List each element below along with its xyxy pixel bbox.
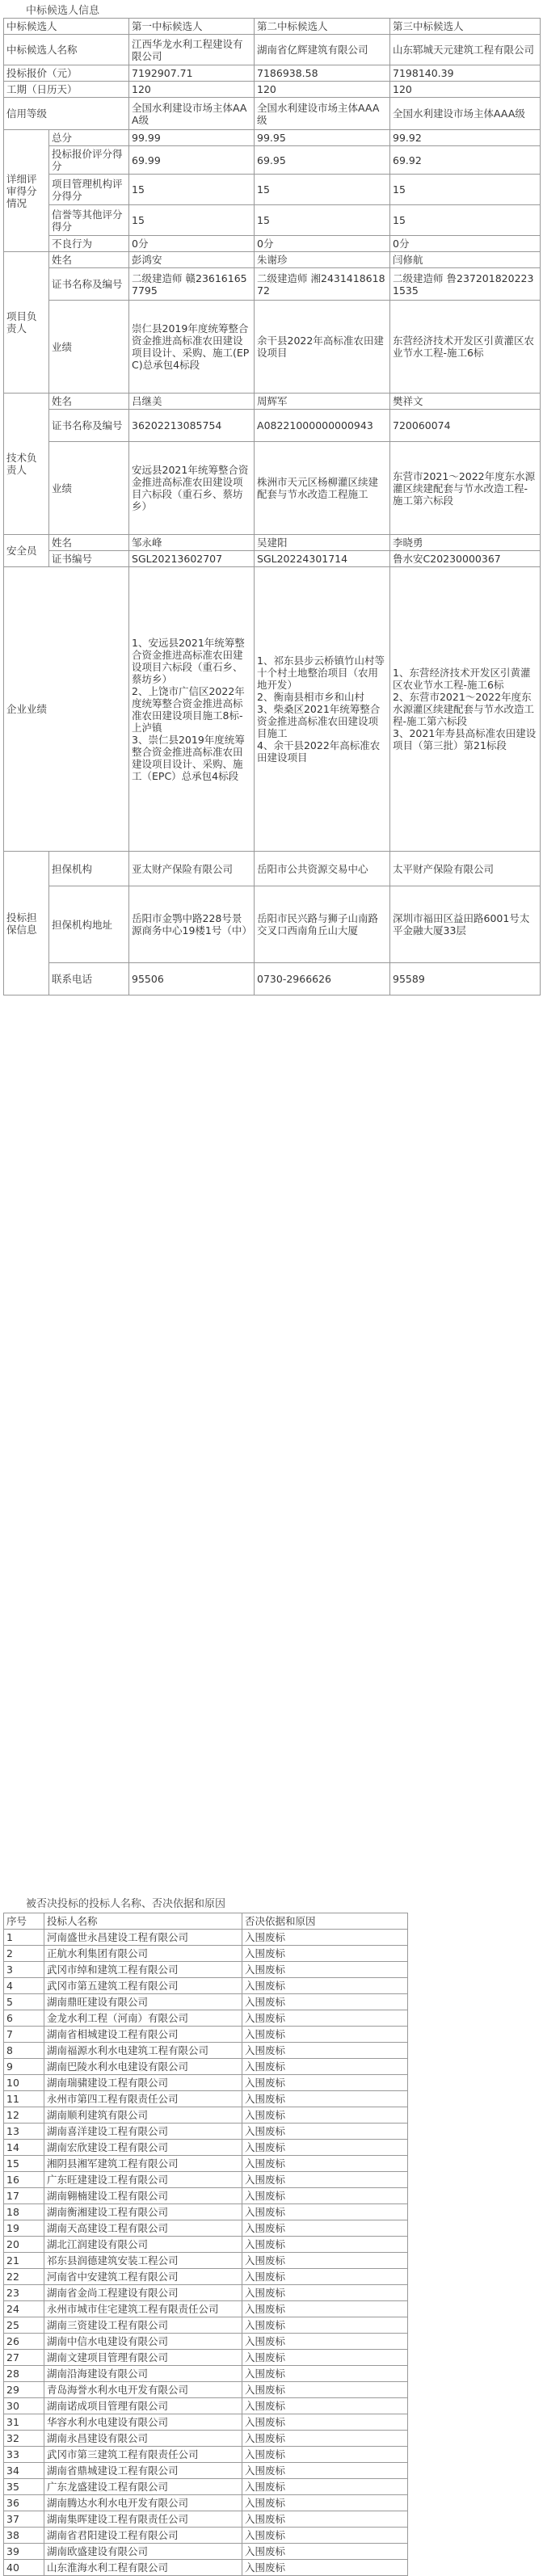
row-number: 29 [4, 2382, 44, 2398]
row-number: 28 [4, 2366, 44, 2382]
section-title-candidates: 中标候选人信息 [26, 5, 100, 17]
bidder-name: 湖南福源水利水电建筑工程有限公司 [44, 2043, 242, 2059]
section-title-rejected: 被否决投标的投标人名称、否决依据和原因 [26, 1898, 226, 1910]
guarantee-org-row [4, 852, 541, 886]
row-number: 24 [4, 2301, 44, 2317]
table-row [4, 2253, 408, 2269]
price-candidate-3: 7198140.39 [390, 65, 541, 82]
row-number: 34 [4, 2463, 44, 2479]
pm-name-3: 闫修航 [390, 252, 541, 268]
row-number: 38 [4, 2528, 44, 2544]
reject-reason: 入围废标 [242, 2366, 408, 2382]
reject-reason: 入围废标 [242, 2447, 408, 2463]
pm-name-label: 姓名 [49, 252, 129, 268]
reject-reason: 入围废标 [242, 2156, 408, 2172]
guarantee-org-3: 太平财产保险有限公司 [390, 852, 541, 886]
bidder-name: 湖南省相城建设工程有限公司 [44, 2027, 242, 2043]
reject-reason: 入围废标 [242, 2431, 408, 2447]
guarantee-group-label: 投标担保信息 [4, 852, 49, 995]
reject-reason: 入围废标 [242, 2204, 408, 2220]
pm-cert-row [4, 268, 541, 301]
guarantee-phone-3: 95589 [390, 963, 541, 995]
review-value: 15 [390, 175, 541, 205]
guarantee-addr-1: 岳阳市金鹗中路228号景源商务中心19楼1号（中） [129, 886, 255, 963]
bidder-name: 祁东县润德建筑安装工程公司 [44, 2253, 242, 2269]
table-row [4, 1930, 408, 1946]
company-perf-2: 1、祁东县步云桥镇竹山村等十个村土地整治项目（农用地开发） 2、衡南县相市乡和山村 3、柴桑区2021年统筹整合资金推进高标准农田建设项目施工 4、余干县2022年高标准农田建设项目 [255, 567, 390, 852]
bidder-name: 武冈市绰和建筑工程有限公司 [44, 1962, 242, 1978]
review-label: 信誉等其他评分得分 [49, 205, 129, 236]
row-number: 40 [4, 2560, 44, 2576]
table-row [4, 2204, 408, 2220]
safety-group-label: 安全员 [4, 535, 49, 567]
row-number: 14 [4, 2140, 44, 2156]
row-number: 9 [4, 2059, 44, 2075]
bidder-name: 永州市第四工程有限责任公司 [44, 2091, 242, 2107]
col-name-header: 投标人名称 [44, 1913, 242, 1930]
reject-reason: 入围废标 [242, 2269, 408, 2285]
tech-perf-label: 业绩 [49, 442, 129, 535]
col-no-header: 序号 [4, 1913, 44, 1930]
bidder-name: 湖南腾达水利水电开发有限公司 [44, 2495, 242, 2511]
table-row [4, 2027, 408, 2043]
bidder-name: 广东龙盛建设工程有限公司 [44, 2479, 242, 2495]
row-number: 36 [4, 2495, 44, 2511]
tech-name-row [4, 394, 541, 410]
guarantee-org-2: 岳阳市公共资源交易中心 [255, 852, 390, 886]
table-row [4, 2010, 408, 2027]
reject-reason: 入围废标 [242, 2317, 408, 2334]
row-number: 32 [4, 2431, 44, 2447]
pm-perf-1: 崇仁县2019年度统筹整合资金推进高标准农田建设项目设计、采购、施工(EPC)总承包4标段 [129, 301, 255, 394]
table-row [4, 2463, 408, 2479]
review-label: 总分 [49, 130, 129, 146]
bidder-name: 永州市城市住宅建筑工程有限责任公司 [44, 2301, 242, 2317]
row-number: 25 [4, 2317, 44, 2334]
tech-name-label: 姓名 [49, 394, 129, 410]
header-label: 中标候选人 [4, 19, 129, 35]
grade-label: 信用等级 [4, 98, 129, 130]
bidder-name: 武冈市第五建筑工程有限公司 [44, 1978, 242, 1994]
bidder-name: 湖南喜洋建设工程有限公司 [44, 2124, 242, 2140]
price-candidate-1: 7192907.71 [129, 65, 255, 82]
reject-reason: 入围废标 [242, 2398, 408, 2414]
bidder-name: 湖南天高建设工程有限公司 [44, 2220, 242, 2237]
candidates-table [3, 18, 541, 995]
pm-name-row [4, 252, 541, 268]
price-label: 投标报价（元） [4, 65, 129, 82]
bidder-name: 河南省中安建筑工程有限公司 [44, 2269, 242, 2285]
review-value: 0分 [390, 236, 541, 252]
reject-reason: 入围废标 [242, 2220, 408, 2237]
table-row [4, 2511, 408, 2528]
review-value: 0分 [129, 236, 255, 252]
row-number: 20 [4, 2237, 44, 2253]
table-row [4, 2220, 408, 2237]
row-number: 31 [4, 2414, 44, 2431]
safety-name-row [4, 535, 541, 551]
bidder-name: 湖南翱楠建设工程有限公司 [44, 2188, 242, 2204]
reject-reason: 入围废标 [242, 2528, 408, 2544]
table-row [4, 2269, 408, 2285]
grade-candidate-2: 全国水利建设市场主体AAA级 [255, 98, 390, 130]
reject-reason: 入围废标 [242, 2463, 408, 2479]
reject-reason: 入围废标 [242, 2414, 408, 2431]
grade-candidate-3: 全国水利建设市场主体AAA级 [390, 98, 541, 130]
table-row [4, 2382, 408, 2398]
table-row [4, 2237, 408, 2253]
bidder-name: 青岛海誉水利水电开发有限公司 [44, 2382, 242, 2398]
days-candidate-2: 120 [255, 82, 390, 98]
pm-perf-3: 东营经济技术开发区引黄灌区农业节水工程-施工6标 [390, 301, 541, 394]
bidder-name: 湖南欧盛建设有限公司 [44, 2544, 242, 2560]
row-number: 39 [4, 2544, 44, 2560]
bidder-name: 湖南诺成项目管理有限公司 [44, 2398, 242, 2414]
bidder-name: 湖南文建项目管理有限公司 [44, 2350, 242, 2366]
company-perf-1: 1、安远县2021年统筹整合资金推进高标准农田建设项目六标段（重石乡、蔡坊乡） 2、上饶市广信区2022年度统筹整合资金推进高标准农田建设项目施工8标-上泸镇 3、崇仁县2019年度统筹整合资金推进高标准农田建设项目设计、采购、施工（EPC）总承包4标段 [129, 567, 255, 852]
tech-name-3: 樊祥文 [390, 394, 541, 410]
table-row [4, 2156, 408, 2172]
pm-perf-row [4, 301, 541, 394]
days-label: 工期（日历天） [4, 82, 129, 98]
days-candidate-1: 120 [129, 82, 255, 98]
tech-perf-2: 株洲市天元区杨柳灌区续建配套与节水改造工程施工 [255, 442, 390, 535]
reject-reason: 入围废标 [242, 2059, 408, 2075]
bidder-name: 广东旺建建设工程有限公司 [44, 2172, 242, 2188]
guarantee-phone-1: 95506 [129, 963, 255, 995]
row-number: 11 [4, 2091, 44, 2107]
tech-cert-row [4, 410, 541, 442]
safety-name-label: 姓名 [49, 535, 129, 551]
table-row [4, 2560, 408, 2576]
row-number: 2 [4, 1946, 44, 1962]
name-candidate-1: 江西华龙水利工程建设有限公司 [129, 35, 255, 65]
header-row [4, 19, 541, 35]
bidder-name: 湖南巴陵水利水电建设有限公司 [44, 2059, 242, 2075]
bidder-name: 湘阴县湘军建筑工程有限公司 [44, 2156, 242, 2172]
pm-cert-label: 证书名称及编号 [49, 268, 129, 301]
price-row [4, 65, 541, 82]
reject-reason: 入围废标 [242, 1978, 408, 1994]
reject-reason: 入围废标 [242, 1946, 408, 1962]
safety-cert-row [4, 551, 541, 567]
reject-reason: 入围废标 [242, 2350, 408, 2366]
reject-reason: 入围废标 [242, 2188, 408, 2204]
table-row [4, 2334, 408, 2350]
reject-reason: 入围废标 [242, 2027, 408, 2043]
reject-reason: 入围废标 [242, 2495, 408, 2511]
table-row [4, 1994, 408, 2010]
row-number: 1 [4, 1930, 44, 1946]
table-row [4, 2431, 408, 2447]
reject-reason: 入围废标 [242, 2140, 408, 2156]
safety-cert-3: 鲁水安C20230000367 [390, 551, 541, 567]
review-group-label: 详细评审得分情况 [4, 130, 49, 252]
bidder-name: 湖南衡湘建设工程有限公司 [44, 2204, 242, 2220]
guarantee-phone-2: 0730-2966626 [255, 963, 390, 995]
name-candidate-3: 山东郓城天元建筑工程有限公司 [390, 35, 541, 65]
safety-name-1: 邹永峰 [129, 535, 255, 551]
pm-cert-1: 二级建造师 赣236161657795 [129, 268, 255, 301]
tech-perf-row [4, 442, 541, 535]
tech-cert-3: 720060074 [390, 410, 541, 442]
row-number: 15 [4, 2156, 44, 2172]
review-value: 69.92 [390, 146, 541, 175]
table-row [4, 1946, 408, 1962]
price-candidate-2: 7186938.58 [255, 65, 390, 82]
row-number: 7 [4, 2027, 44, 2043]
tech-cert-1: 36202213085754 [129, 410, 255, 442]
reject-reason: 入围废标 [242, 2544, 408, 2560]
reject-reason: 入围废标 [242, 2010, 408, 2027]
review-value: 0分 [255, 236, 390, 252]
pm-name-2: 朱谢珍 [255, 252, 390, 268]
bidder-name: 正航水利集团有限公司 [44, 1946, 242, 1962]
safety-cert-label: 证书编号 [49, 551, 129, 567]
table-row [4, 2398, 408, 2414]
review-value: 15 [390, 205, 541, 236]
guarantee-addr-label: 担保机构地址 [49, 886, 129, 963]
days-candidate-3: 120 [390, 82, 541, 98]
row-number: 13 [4, 2124, 44, 2140]
guarantee-phone-label: 联系电话 [49, 963, 129, 995]
table-row [4, 2350, 408, 2366]
review-value: 15 [129, 205, 255, 236]
bidder-name: 湖南三资建设工程有限公司 [44, 2317, 242, 2334]
bidder-name: 湖南鼎旺建设有限公司 [44, 1994, 242, 2010]
table-row [4, 2075, 408, 2091]
reject-reason: 入围废标 [242, 2301, 408, 2317]
row-number: 10 [4, 2075, 44, 2091]
bidder-name: 武冈市第三建筑工程有限责任公司 [44, 2447, 242, 2463]
table-row [4, 2414, 408, 2431]
bidder-name: 金龙水利工程（河南）有限公司 [44, 2010, 242, 2027]
review-row [4, 236, 541, 252]
table-row [4, 2317, 408, 2334]
bidder-name: 湖南集晖建设工程有限责任公司 [44, 2511, 242, 2528]
review-row [4, 146, 541, 175]
row-number: 23 [4, 2285, 44, 2301]
tech-perf-1: 安远县2021年统筹整合资金推进高标准农田建设项目六标段（重石乡、蔡坊乡） [129, 442, 255, 535]
grade-candidate-1: 全国水利建设市场主体AAA级 [129, 98, 255, 130]
reject-reason: 入围废标 [242, 2253, 408, 2269]
bidder-name: 湖南永昌建设有限公司 [44, 2431, 242, 2447]
row-number: 17 [4, 2188, 44, 2204]
tech-name-1: 吕继美 [129, 394, 255, 410]
header-candidate-1: 第一中标候选人 [129, 19, 255, 35]
row-number: 22 [4, 2269, 44, 2285]
bidder-name: 湖南宏欣建设工程有限公司 [44, 2140, 242, 2156]
row-number: 37 [4, 2511, 44, 2528]
rejected-header-row [4, 1913, 408, 1930]
reject-reason: 入围废标 [242, 1962, 408, 1978]
reject-reason: 入围废标 [242, 2237, 408, 2253]
table-row [4, 2301, 408, 2317]
table-row [4, 2544, 408, 2560]
bidder-name: 湖南省鼎城建设工程有限公司 [44, 2463, 242, 2479]
reject-reason: 入围废标 [242, 2382, 408, 2398]
review-value: 69.99 [129, 146, 255, 175]
row-number: 21 [4, 2253, 44, 2269]
row-number: 19 [4, 2220, 44, 2237]
review-label: 不良行为 [49, 236, 129, 252]
review-value: 99.99 [129, 130, 255, 146]
reject-reason: 入围废标 [242, 2560, 408, 2576]
table-row [4, 2059, 408, 2075]
table-row [4, 2366, 408, 2382]
header-candidate-3: 第三中标候选人 [390, 19, 541, 35]
tech-cert-label: 证书名称及编号 [49, 410, 129, 442]
grade-row [4, 98, 541, 130]
company-row [4, 567, 541, 852]
safety-name-3: 李晓勇 [390, 535, 541, 551]
pm-perf-2: 余干县2022年高标准农田建设项目 [255, 301, 390, 394]
company-label: 企业业绩 [4, 567, 129, 852]
reject-reason: 入围废标 [242, 2334, 408, 2350]
review-value: 99.92 [390, 130, 541, 146]
reject-reason: 入围废标 [242, 2511, 408, 2528]
table-row [4, 2091, 408, 2107]
tech-perf-3: 东营市2021～2022年度东水源灌区续建配套与节水改造工程-施工第六标段 [390, 442, 541, 535]
pm-group-label: 项目负责人 [4, 252, 49, 394]
bidder-name: 湖南沿海建设有限公司 [44, 2366, 242, 2382]
review-label: 投标报价评分得分 [49, 146, 129, 175]
reject-reason: 入围废标 [242, 2124, 408, 2140]
table-row [4, 2140, 408, 2156]
table-row [4, 2172, 408, 2188]
row-number: 27 [4, 2350, 44, 2366]
reject-reason: 入围废标 [242, 2479, 408, 2495]
row-number: 5 [4, 1994, 44, 2010]
guarantee-addr-3: 深圳市福田区益田路6001号太平金融大厦33层 [390, 886, 541, 963]
table-row [4, 2528, 408, 2544]
bidder-name: 湖北江润建设有限公司 [44, 2237, 242, 2253]
row-number: 30 [4, 2398, 44, 2414]
bidder-name: 湖南中信水电建设有限公司 [44, 2334, 242, 2350]
table-row [4, 2479, 408, 2495]
table-row [4, 2285, 408, 2301]
row-number: 12 [4, 2107, 44, 2124]
bidder-name: 湖南省君阳建设工程有限公司 [44, 2528, 242, 2544]
pm-perf-label: 业绩 [49, 301, 129, 394]
col-reason-header: 否决依据和原因 [242, 1913, 408, 1930]
reject-reason: 入围废标 [242, 2075, 408, 2091]
company-perf-3: 1、东营经济技术开发区引黄灌区农业节水工程-施工6标 2、东营市2021～2022年度东水源灌区续建配套与节水改造工程-施工第六标段 3、2021年寿县高标准农田建设项目（第三批）第21标段 [390, 567, 541, 852]
bidder-name: 湖南顺利建筑有限公司 [44, 2107, 242, 2124]
review-value: 15 [255, 175, 390, 205]
reject-reason: 入围废标 [242, 2091, 408, 2107]
header-candidate-2: 第二中标候选人 [255, 19, 390, 35]
pm-cert-3: 二级建造师 鲁2372018202231535 [390, 268, 541, 301]
row-number: 4 [4, 1978, 44, 1994]
row-number: 18 [4, 2204, 44, 2220]
tech-cert-2: A08221000000000943 [255, 410, 390, 442]
tech-group-label: 技术负责人 [4, 394, 49, 535]
rejected-table [3, 1913, 408, 2576]
bidder-name: 华容水利水电建设有限公司 [44, 2414, 242, 2431]
review-value: 69.95 [255, 146, 390, 175]
row-number: 8 [4, 2043, 44, 2059]
table-row [4, 2043, 408, 2059]
name-row [4, 35, 541, 65]
table-row [4, 1962, 408, 1978]
row-number: 3 [4, 1962, 44, 1978]
table-row [4, 1978, 408, 1994]
reject-reason: 入围废标 [242, 1930, 408, 1946]
pm-name-1: 彭鸿安 [129, 252, 255, 268]
reject-reason: 入围废标 [242, 2172, 408, 2188]
guarantee-org-1: 亚太财产保险有限公司 [129, 852, 255, 886]
review-row [4, 130, 541, 146]
table-row [4, 2447, 408, 2463]
days-row [4, 82, 541, 98]
table-row [4, 2107, 408, 2124]
review-row [4, 205, 541, 236]
bidder-name: 湖南瑞骕建设工程有限公司 [44, 2075, 242, 2091]
row-number: 33 [4, 2447, 44, 2463]
guarantee-addr-2: 岳阳市民兴路与狮子山南路交叉口西南角丘山大厦 [255, 886, 390, 963]
reject-reason: 入围废标 [242, 2043, 408, 2059]
guarantee-addr-row [4, 886, 541, 963]
row-number: 26 [4, 2334, 44, 2350]
bidder-name: 湖南省金尚工程建设有限公司 [44, 2285, 242, 2301]
table-row [4, 2495, 408, 2511]
reject-reason: 入围废标 [242, 2285, 408, 2301]
row-number: 16 [4, 2172, 44, 2188]
row-number: 35 [4, 2479, 44, 2495]
name-label: 中标候选人名称 [4, 35, 129, 65]
table-row [4, 2188, 408, 2204]
review-value: 15 [129, 175, 255, 205]
bidder-name: 山东淮海水利工程有限公司 [44, 2560, 242, 2576]
guarantee-org-label: 担保机构 [49, 852, 129, 886]
review-value: 99.95 [255, 130, 390, 146]
review-row [4, 175, 541, 205]
reject-reason: 入围废标 [242, 1994, 408, 2010]
row-number: 6 [4, 2010, 44, 2027]
tech-name-2: 周辉军 [255, 394, 390, 410]
reject-reason: 入围废标 [242, 2107, 408, 2124]
safety-cert-1: SGL20213602707 [129, 551, 255, 567]
safety-cert-2: SGL20224301714 [255, 551, 390, 567]
guarantee-phone-row [4, 963, 541, 995]
bidder-name: 河南盛世永昌建设工程有限公司 [44, 1930, 242, 1946]
review-label: 项目管理机构评分得分 [49, 175, 129, 205]
pm-cert-2: 二级建造师 湘243141861872 [255, 268, 390, 301]
review-value: 15 [255, 205, 390, 236]
safety-name-2: 吴建阳 [255, 535, 390, 551]
name-candidate-2: 湖南省亿辉建筑有限公司 [255, 35, 390, 65]
table-row [4, 2124, 408, 2140]
